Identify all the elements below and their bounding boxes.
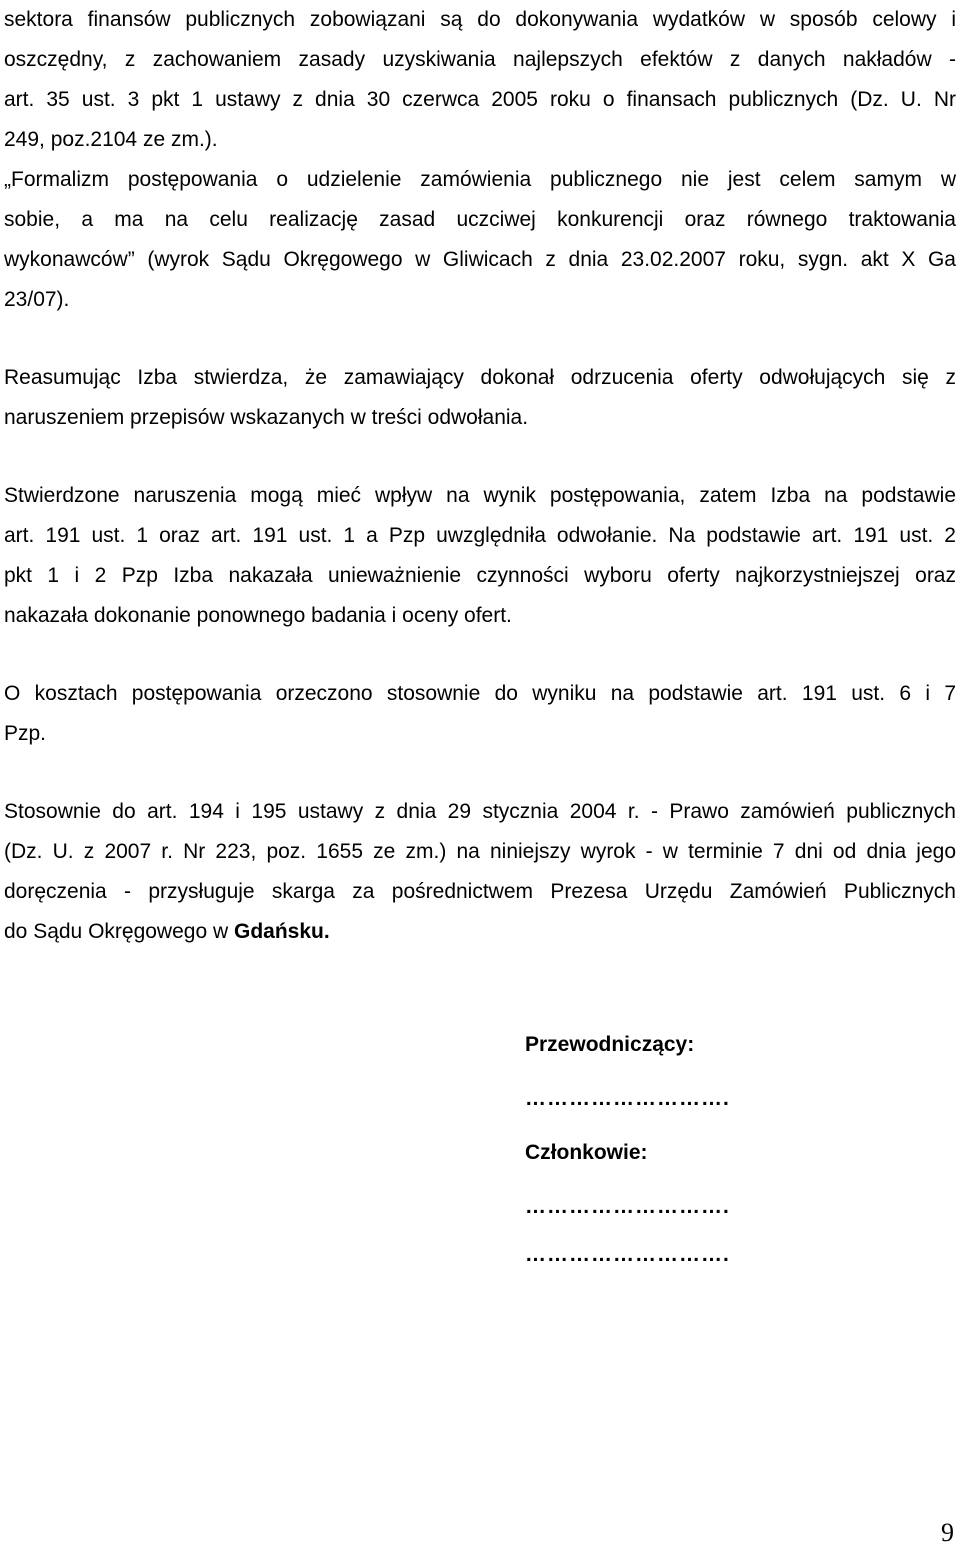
text-line: Pzp. (4, 722, 47, 745)
text-line: Stosownie do art. 194 i 195 ustawy z dnia 29 stycznia 2004 r. - Prawo zamówień publicznych (4, 800, 956, 823)
text-line: sobie, a ma na celu realizację zasad uczciwej konkurencji oraz równego traktowania (4, 208, 956, 231)
paragraph-gap (4, 636, 956, 674)
text-line: sektora finansów publicznych zobowiązani są do dokonywania wydatków w sposób celowy i (4, 8, 956, 31)
text-line: 23/07). (4, 288, 70, 311)
text-line: pkt 1 i 2 Pzp Izba nakazała unieważnienie czynności wyboru oferty najkorzystniejszej oraz (4, 564, 956, 587)
text-line: O kosztach postępowania orzeczono stosownie do wyniku na podstawie art. 191 ust. 6 i 7 (4, 682, 956, 705)
text-line: oszczędny, z zachowaniem zasady uzyskiwania najlepszych efektów z danych nakładów - (4, 48, 956, 71)
text-line: doręczenia - przysługuje skarga za pośrednictwem Prezesa Urzędu Zamówień Publicznych (4, 880, 956, 903)
text-line: Reasumując Izba stwierdza, że zamawiający dokonał odrzucenia oferty odwołujących się z (4, 366, 956, 389)
paragraph-ruling (4, 476, 956, 636)
text-line (4, 912, 956, 952)
text-line: art. 191 ust. 1 oraz art. 191 ust. 1 a Pzp uwzględniła odwołanie. Na podstawie art. 191 ust. 2 (4, 524, 956, 547)
text-line: Stwierdzone naruszenia mogą mieć wpływ na wynik postępowania, zatem Izba na podstawie (4, 484, 956, 507)
text-line: naruszeniem przepisów wskazanych w treści odwołania. (4, 406, 529, 429)
text-line: art. 35 ust. 3 pkt 1 ustawy z dnia 30 czerwca 2005 roku o finansach publicznych (Dz. U. Nr (4, 88, 956, 111)
paragraph-gap (4, 754, 956, 792)
paragraph-gap (4, 438, 956, 476)
text-line: nakazała dokonanie ponownego badania i oceny ofert. (4, 604, 512, 627)
paragraph-summary (4, 358, 956, 438)
paragraph-gap (4, 320, 956, 358)
members-label: Członkowie: (525, 1141, 648, 1164)
text-line-prefix: do Sądu Okręgowego w (4, 920, 234, 943)
member-signature-line-1: ………………………. (525, 1195, 730, 1218)
document-page (4, 0, 956, 952)
court-city-bold: Gdańsku. (233, 920, 330, 943)
page-number: 9 (941, 1518, 954, 1547)
chairman-label: Przewodniczący: (525, 1033, 695, 1056)
text-line: 249, poz.2104 ze zm.). (4, 128, 218, 151)
text-line: wykonawców” (wyrok Sądu Okręgowego w Gliwicach z dnia 23.02.2007 roku, sygn. akt X Ga (4, 248, 956, 271)
paragraph-costs (4, 674, 956, 754)
paragraph-appeal-instruction (4, 792, 956, 952)
text-line: „Formalizm postępowania o udzielenie zamówienia publicznego nie jest celem samym w (4, 168, 956, 191)
text-line: (Dz. U. z 2007 r. Nr 223, poz. 1655 ze zm.) na niniejszy wyrok - w terminie 7 dni od dnia jego (4, 840, 956, 863)
signature-section (525, 1018, 730, 1282)
chairman-signature-line: ………………………. (525, 1087, 730, 1110)
paragraph-budget-law (4, 0, 956, 160)
paragraph-formalism-quote (4, 160, 956, 320)
member-signature-line-2: ………………………. (525, 1243, 730, 1266)
